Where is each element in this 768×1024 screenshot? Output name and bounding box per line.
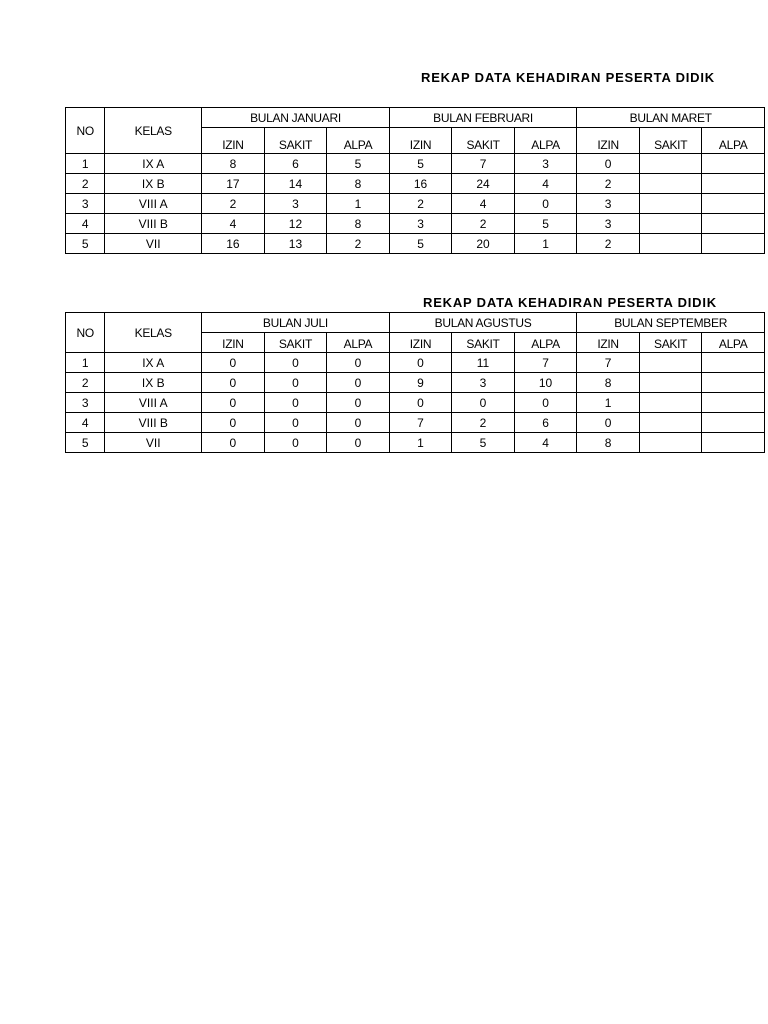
cell-kelas: VII: [105, 433, 202, 453]
cell-value: 0: [264, 433, 327, 453]
header-alpa: ALPA: [514, 333, 577, 353]
cell-value: 7: [577, 353, 640, 373]
header-sakit: SAKIT: [452, 333, 515, 353]
cell-kelas: IX A: [105, 353, 202, 373]
cell-value: [702, 214, 765, 234]
cell-value: 0: [577, 413, 640, 433]
cell-no: 4: [66, 214, 105, 234]
cell-value: [639, 373, 702, 393]
cell-value: [639, 234, 702, 254]
header-alpa: ALPA: [702, 128, 765, 154]
cell-value: 0: [577, 154, 640, 174]
table-row: [66, 373, 765, 393]
cell-value: 13: [264, 234, 327, 254]
header-month-3: BULAN SEPTEMBER: [577, 313, 765, 333]
header-month-2: BULAN AGUSTUS: [389, 313, 577, 333]
cell-value: [702, 154, 765, 174]
cell-value: 3: [452, 373, 515, 393]
cell-value: 11: [452, 353, 515, 373]
cell-value: 1: [389, 433, 452, 453]
cell-value: 0: [202, 413, 265, 433]
cell-kelas: IX B: [105, 373, 202, 393]
cell-value: 3: [577, 194, 640, 214]
cell-value: 0: [264, 393, 327, 413]
cell-value: 8: [577, 433, 640, 453]
cell-value: 16: [389, 174, 452, 194]
header-sakit: SAKIT: [639, 128, 702, 154]
cell-value: 8: [327, 214, 390, 234]
table-row: [66, 174, 765, 194]
cell-kelas: VIII B: [105, 214, 202, 234]
cell-value: [639, 214, 702, 234]
cell-value: [639, 174, 702, 194]
cell-no: 1: [66, 353, 105, 373]
cell-kelas: VIII A: [105, 194, 202, 214]
header-alpa: ALPA: [514, 128, 577, 154]
cell-value: 7: [389, 413, 452, 433]
cell-no: 3: [66, 393, 105, 413]
header-sakit: SAKIT: [264, 333, 327, 353]
cell-value: 2: [389, 194, 452, 214]
header-no: NO: [66, 313, 105, 353]
header-izin: IZIN: [202, 333, 265, 353]
cell-value: [702, 353, 765, 373]
header-izin: IZIN: [389, 128, 452, 154]
header-month-1: BULAN JANUARI: [202, 108, 390, 128]
cell-value: 6: [514, 413, 577, 433]
cell-value: 3: [389, 214, 452, 234]
header-izin: IZIN: [577, 128, 640, 154]
header-kelas: KELAS: [105, 108, 202, 154]
cell-value: [639, 353, 702, 373]
cell-value: 1: [577, 393, 640, 413]
cell-no: 2: [66, 373, 105, 393]
table-row: [66, 353, 765, 373]
cell-value: 0: [327, 373, 390, 393]
cell-value: 6: [264, 154, 327, 174]
cell-value: [639, 154, 702, 174]
header-alpa: ALPA: [702, 333, 765, 353]
cell-value: 0: [327, 353, 390, 373]
header-izin: IZIN: [389, 333, 452, 353]
cell-value: [702, 234, 765, 254]
cell-value: 20: [452, 234, 515, 254]
header-alpa: ALPA: [327, 128, 390, 154]
cell-value: 8: [577, 373, 640, 393]
cell-no: 3: [66, 194, 105, 214]
cell-value: 0: [202, 373, 265, 393]
cell-value: [702, 174, 765, 194]
cell-no: 5: [66, 234, 105, 254]
cell-value: 0: [264, 413, 327, 433]
attendance-table-1: [65, 107, 748, 255]
header-izin: IZIN: [577, 333, 640, 353]
cell-value: 2: [577, 234, 640, 254]
cell-value: 17: [202, 174, 265, 194]
cell-value: 7: [514, 353, 577, 373]
cell-value: 5: [514, 214, 577, 234]
cell-value: 7: [452, 154, 515, 174]
table-row: [66, 194, 765, 214]
cell-value: [639, 393, 702, 413]
cell-no: 4: [66, 413, 105, 433]
attendance-table-2: [65, 312, 748, 455]
cell-no: 5: [66, 433, 105, 453]
cell-value: 5: [452, 433, 515, 453]
cell-value: 24: [452, 174, 515, 194]
cell-value: 0: [452, 393, 515, 413]
cell-value: [639, 413, 702, 433]
table-row: [66, 214, 765, 234]
cell-value: 0: [514, 393, 577, 413]
cell-value: 3: [264, 194, 327, 214]
cell-kelas: IX B: [105, 174, 202, 194]
cell-value: 14: [264, 174, 327, 194]
cell-value: 4: [202, 214, 265, 234]
header-kelas: KELAS: [105, 313, 202, 353]
cell-no: 1: [66, 154, 105, 174]
cell-value: 2: [452, 413, 515, 433]
cell-value: 4: [452, 194, 515, 214]
cell-value: 4: [514, 174, 577, 194]
cell-value: 0: [327, 393, 390, 413]
cell-value: 0: [202, 393, 265, 413]
header-izin: IZIN: [202, 128, 265, 154]
cell-value: 5: [389, 234, 452, 254]
cell-value: 9: [389, 373, 452, 393]
cell-value: 0: [202, 353, 265, 373]
cell-value: 0: [264, 353, 327, 373]
cell-kelas: VIII A: [105, 393, 202, 413]
cell-value: [639, 433, 702, 453]
table-row: [66, 433, 765, 453]
cell-value: 2: [577, 174, 640, 194]
cell-value: 5: [389, 154, 452, 174]
cell-kelas: VIII B: [105, 413, 202, 433]
cell-value: 2: [327, 234, 390, 254]
cell-value: 0: [202, 433, 265, 453]
header-month-1: BULAN JULI: [202, 313, 390, 333]
cell-value: 16: [202, 234, 265, 254]
cell-value: 5: [327, 154, 390, 174]
cell-value: 12: [264, 214, 327, 234]
header-alpa: ALPA: [327, 333, 390, 353]
cell-value: [639, 194, 702, 214]
table2-title: REKAP DATA KEHADIRAN PESERTA DIDIK: [423, 295, 717, 310]
cell-value: 0: [514, 194, 577, 214]
cell-value: [702, 194, 765, 214]
cell-value: 4: [514, 433, 577, 453]
cell-value: [702, 413, 765, 433]
cell-value: 0: [327, 433, 390, 453]
cell-value: 0: [389, 353, 452, 373]
table-row: [66, 234, 765, 254]
cell-value: [702, 373, 765, 393]
table1-title: REKAP DATA KEHADIRAN PESERTA DIDIK: [421, 70, 715, 85]
table-row: [66, 154, 765, 174]
cell-value: 1: [514, 234, 577, 254]
table-row: [66, 413, 765, 433]
header-sakit: SAKIT: [264, 128, 327, 154]
cell-value: 8: [202, 154, 265, 174]
cell-value: [702, 433, 765, 453]
header-sakit: SAKIT: [452, 128, 515, 154]
cell-value: 3: [577, 214, 640, 234]
cell-value: [702, 393, 765, 413]
cell-value: 0: [327, 413, 390, 433]
cell-value: 10: [514, 373, 577, 393]
cell-kelas: IX A: [105, 154, 202, 174]
cell-no: 2: [66, 174, 105, 194]
table-row: [66, 393, 765, 413]
cell-kelas: VII: [105, 234, 202, 254]
cell-value: 0: [389, 393, 452, 413]
header-month-2: BULAN FEBRUARI: [389, 108, 577, 128]
cell-value: 2: [202, 194, 265, 214]
cell-value: 0: [264, 373, 327, 393]
header-month-3: BULAN MARET: [577, 108, 765, 128]
header-no: NO: [66, 108, 105, 154]
cell-value: 1: [327, 194, 390, 214]
header-sakit: SAKIT: [639, 333, 702, 353]
cell-value: 8: [327, 174, 390, 194]
cell-value: 2: [452, 214, 515, 234]
cell-value: 3: [514, 154, 577, 174]
